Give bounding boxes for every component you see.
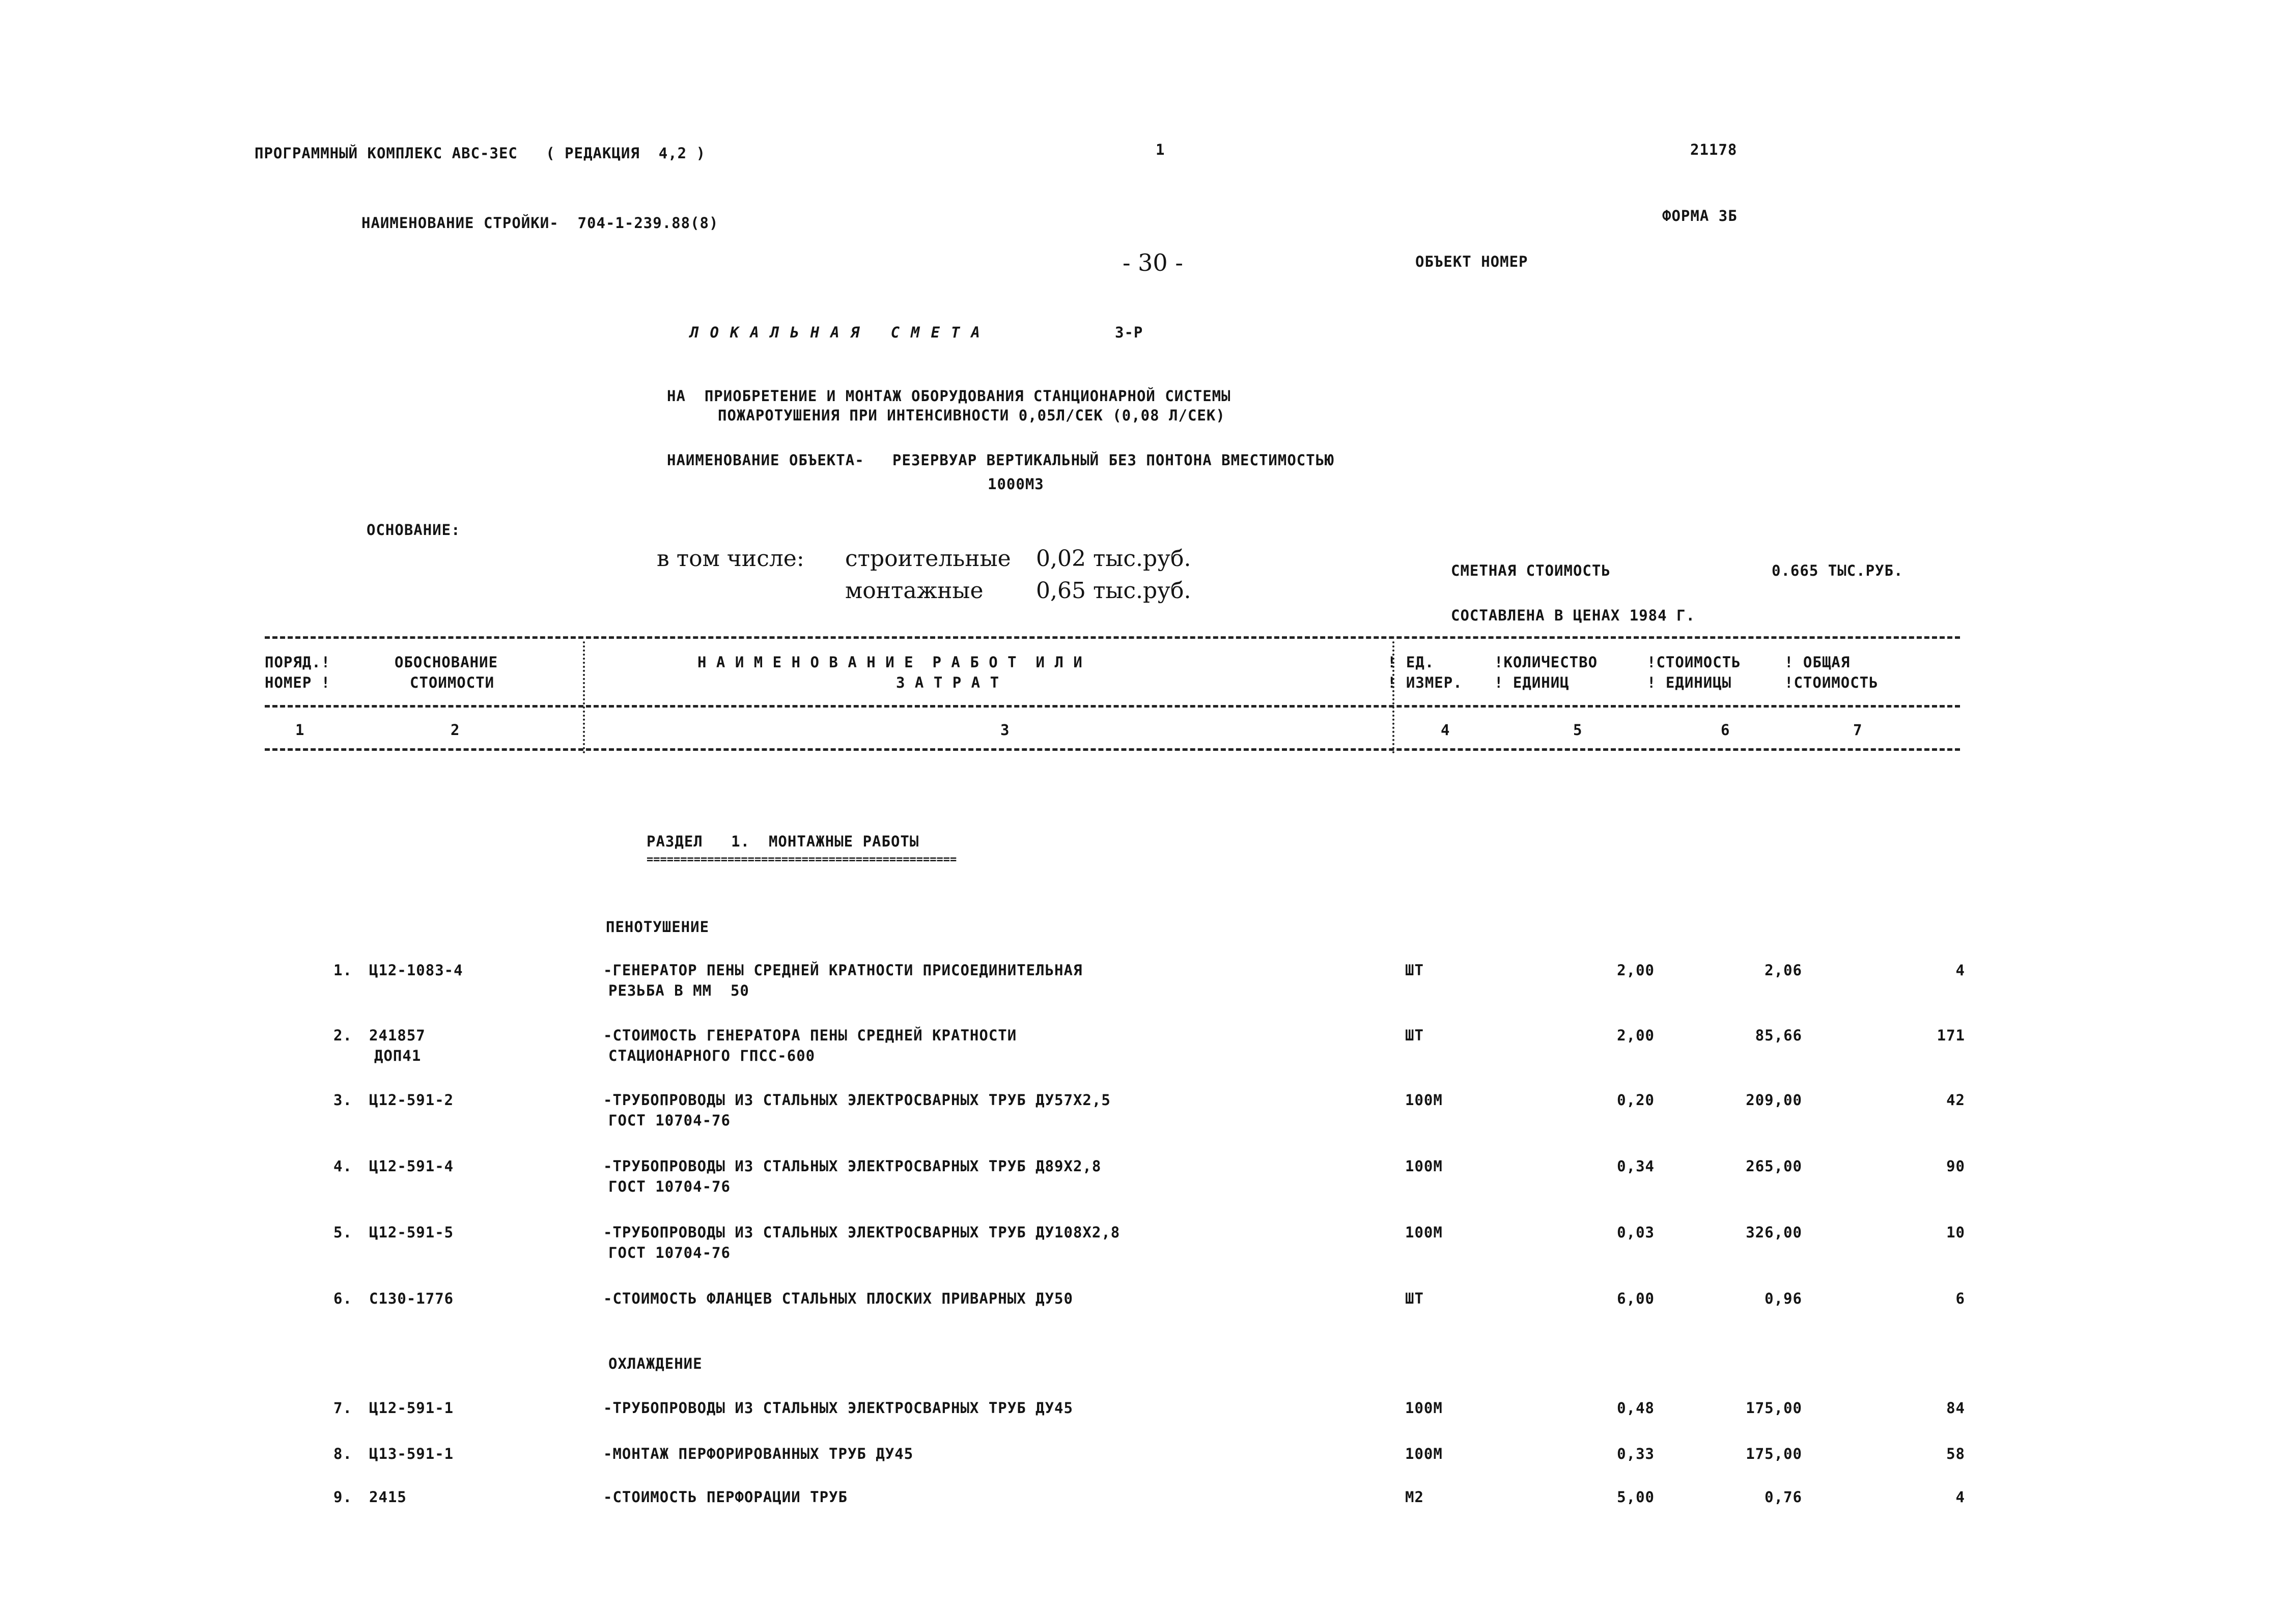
row-total: 171 (1937, 1027, 1965, 1044)
section-title: РАЗДЕЛ 1. МОНТАЖНЫЕ РАБОТЫ (647, 833, 919, 850)
row-unit-price: 209,00 (1746, 1091, 1802, 1109)
row-basis-code: 241857 (369, 1027, 426, 1044)
purpose-line-1: НА ПРИОБРЕТЕНИЕ И МОНТАЖ ОБОРУДОВАНИЯ СТАНЦИОНАРНОЙ СИСТЕМЫ (667, 387, 1231, 405)
row-quantity: 5,00 (1617, 1488, 1655, 1506)
installation-cost-label: монтажные (845, 578, 984, 604)
row-basis-code-cont: ДОП41 (374, 1047, 422, 1064)
row-number: 1. (333, 962, 352, 979)
row-basis-code: Ц12-591-4 (369, 1158, 454, 1175)
row-quantity: 0,34 (1617, 1158, 1655, 1175)
row-work-name: -СТОИМОСТЬ ГЕНЕРАТОРА ПЕНЫ СРЕДНЕЙ КРАТНОСТИ (603, 1027, 1017, 1044)
row-quantity: 2,00 (1617, 1027, 1655, 1044)
row-number: 7. (333, 1399, 352, 1417)
row-number: 3. (333, 1091, 352, 1109)
including-label: в том числе: (657, 546, 804, 572)
row-unit: 100М (1405, 1399, 1443, 1417)
estimated-cost-label: СМЕТНАЯ СТОИМОСТЬ (1451, 562, 1611, 579)
col-unit-price-header: !СТОИМОСТЬ (1647, 654, 1741, 671)
col-basis-header-2: СТОИМОСТИ (410, 674, 495, 691)
document-number: 21178 (1690, 141, 1738, 158)
row-basis-code: Ц12-591-1 (369, 1399, 454, 1417)
object-name-line-2: 1000М3 (988, 475, 1044, 493)
column-separator (583, 641, 585, 753)
row-work-name-cont: ГОСТ 10704-76 (608, 1178, 731, 1195)
row-total: 84 (1946, 1399, 1965, 1417)
row-total: 42 (1946, 1091, 1965, 1109)
row-total: 4 (1955, 962, 1965, 979)
row-unit: 100М (1405, 1158, 1443, 1175)
row-unit-price: 85,66 (1755, 1027, 1802, 1044)
row-unit: ШТ (1405, 1290, 1424, 1307)
col-order-header-2: НОМЕР ! (265, 674, 331, 691)
col-number: 1 (295, 721, 305, 739)
row-quantity: 0,48 (1617, 1399, 1655, 1417)
header-rule-bottom (265, 748, 1960, 751)
col-total-header: ! ОБЩАЯ (1784, 654, 1851, 671)
installation-cost-value: 0,65 тыс.руб. (1036, 578, 1191, 604)
row-quantity: 6,00 (1617, 1290, 1655, 1307)
row-basis-code: С130-1776 (369, 1290, 454, 1307)
header-rule-top (265, 636, 1960, 639)
row-unit-price: 2,06 (1765, 962, 1802, 979)
row-unit-price: 0,76 (1765, 1488, 1802, 1506)
purpose-line-2: ПОЖАРОТУШЕНИЯ ПРИ ИНТЕНСИВНОСТИ 0,05Л/СЕК (0,08 Л/СЕК) (718, 407, 1225, 424)
row-number: 9. (333, 1488, 352, 1506)
row-total: 90 (1946, 1158, 1965, 1175)
row-number: 6. (333, 1290, 352, 1307)
section-underline: ============================================== (647, 853, 957, 866)
program-header: ПРОГРАММНЫЙ КОМПЛЕКС АВС-3ЕС ( РЕДАКЦИЯ 4,2 ) (255, 145, 706, 162)
col-order-header: ПОРЯД.! (265, 654, 331, 671)
estimate-title-suffix: 3-Р (1115, 324, 1143, 341)
construction-cost-value: 0,02 тыс.руб. (1036, 546, 1191, 572)
basis-label: ОСНОВАНИЕ: (367, 521, 461, 539)
row-number: 5. (333, 1224, 352, 1241)
col-basis-header: ОБОСНОВАНИЕ (395, 654, 498, 671)
col-qty-header-2: ! ЕДИНИЦ (1494, 674, 1570, 691)
row-work-name-cont: РЕЗЬБА В ММ 50 (608, 982, 749, 999)
group-cooling: ОХЛАЖДЕНИЕ (608, 1355, 703, 1372)
row-total: 58 (1946, 1445, 1965, 1462)
row-basis-code: Ц12-1083-4 (369, 962, 463, 979)
row-total: 6 (1955, 1290, 1965, 1307)
row-work-name: -ТРУБОПРОВОДЫ ИЗ СТАЛЬНЫХ ЭЛЕКТРОСВАРНЫХ ТРУБ ДУ108Х2,8 (603, 1224, 1121, 1241)
row-work-name-cont: СТАЦИОНАРНОГО ГПСС-600 (608, 1047, 816, 1064)
estimated-cost-value: 0.665 ТЫС.РУБ. (1772, 562, 1903, 579)
row-unit-price: 265,00 (1746, 1158, 1802, 1175)
row-unit-price: 175,00 (1746, 1399, 1802, 1417)
row-work-name-cont: ГОСТ 10704-76 (608, 1244, 731, 1261)
col-number: 3 (1000, 721, 1010, 739)
col-number: 5 (1573, 721, 1583, 739)
col-qty-header: !КОЛИЧЕСТВО (1494, 654, 1598, 671)
row-unit: 100М (1405, 1091, 1443, 1109)
row-basis-code: Ц13-591-1 (369, 1445, 454, 1462)
row-unit: ШТ (1405, 1027, 1424, 1044)
object-number-label: ОБЪЕКТ НОМЕР (1415, 253, 1528, 270)
col-number: 4 (1441, 721, 1450, 739)
col-name-header-2: З А Т Р А Т (896, 674, 1000, 691)
row-unit-price: 0,96 (1765, 1290, 1802, 1307)
col-unit-header: ! ЕД. (1387, 654, 1435, 671)
col-number: 6 (1721, 721, 1730, 739)
row-work-name: -ТРУБОПРОВОДЫ ИЗ СТАЛЬНЫХ ЭЛЕКТРОСВАРНЫХ ТРУБ Д89Х2,8 (603, 1158, 1102, 1175)
estimate-title: ЛОКАЛЬНАЯ СМЕТА (690, 324, 991, 341)
col-unit-header-2: ! ИЗМЕР. (1387, 674, 1463, 691)
row-quantity: 2,00 (1617, 962, 1655, 979)
row-unit-price: 326,00 (1746, 1224, 1802, 1241)
row-work-name: -СТОИМОСТЬ ПЕРФОРАЦИИ ТРУБ (603, 1488, 848, 1506)
row-total: 4 (1955, 1488, 1965, 1506)
construction-cost-label: строительные (845, 546, 1011, 572)
construction-name: НАИМЕНОВАНИЕ СТРОЙКИ- 704-1-239.88(8) (361, 214, 719, 232)
row-basis-code: 2415 (369, 1488, 407, 1506)
row-work-name: -ГЕНЕРАТОР ПЕНЫ СРЕДНЕЙ КРАТНОСТИ ПРИСОЕДИНИТЕЛЬНАЯ (603, 962, 1083, 979)
sheet-number: - 30 - (1123, 249, 1183, 276)
price-base-label: СОСТАВЛЕНА В ЦЕНАХ 1984 Г. (1451, 607, 1695, 624)
col-unit-price-header-2: ! ЕДИНИЦЫ (1647, 674, 1732, 691)
group-foam-extinguishing: ПЕНОТУШЕНИЕ (606, 918, 710, 936)
col-total-header-2: !СТОИМОСТЬ (1784, 674, 1879, 691)
row-basis-code: Ц12-591-2 (369, 1091, 454, 1109)
row-unit: ШТ (1405, 962, 1424, 979)
col-name-header: Н А И М Е Н О В А Н И Е Р А Б О Т И Л И (697, 654, 1083, 671)
col-number: 2 (451, 721, 460, 739)
row-basis-code: Ц12-591-5 (369, 1224, 454, 1241)
row-number: 4. (333, 1158, 352, 1175)
object-name-line-1: НАИМЕНОВАНИЕ ОБЪЕКТА- РЕЗЕРВУАР ВЕРТИКАЛЬНЫЙ БЕЗ ПОНТОНА ВМЕСТИМОСТЬЮ (667, 452, 1334, 469)
header-rule-middle (265, 705, 1960, 708)
row-quantity: 0,03 (1617, 1224, 1655, 1241)
row-total: 10 (1946, 1224, 1965, 1241)
row-work-name: -МОНТАЖ ПЕРФОРИРОВАННЫХ ТРУБ ДУ45 (603, 1445, 914, 1462)
row-unit: 100М (1405, 1224, 1443, 1241)
col-number: 7 (1853, 721, 1863, 739)
page-number: 1 (1156, 141, 1165, 158)
row-work-name-cont: ГОСТ 10704-76 (608, 1112, 731, 1129)
row-work-name: -СТОИМОСТЬ ФЛАНЦЕВ СТАЛЬНЫХ ПЛОСКИХ ПРИВАРНЫХ ДУ50 (603, 1290, 1073, 1307)
row-work-name: -ТРУБОПРОВОДЫ ИЗ СТАЛЬНЫХ ЭЛЕКТРОСВАРНЫХ ТРУБ ДУ45 (603, 1399, 1073, 1417)
form-label: ФОРМА 3Б (1662, 207, 1738, 224)
row-unit: 100М (1405, 1445, 1443, 1462)
row-unit: М2 (1405, 1488, 1424, 1506)
row-unit-price: 175,00 (1746, 1445, 1802, 1462)
row-number: 2. (333, 1027, 352, 1044)
row-quantity: 0,20 (1617, 1091, 1655, 1109)
row-quantity: 0,33 (1617, 1445, 1655, 1462)
row-number: 8. (333, 1445, 352, 1462)
row-work-name: -ТРУБОПРОВОДЫ ИЗ СТАЛЬНЫХ ЭЛЕКТРОСВАРНЫХ ТРУБ ДУ57Х2,5 (603, 1091, 1111, 1109)
